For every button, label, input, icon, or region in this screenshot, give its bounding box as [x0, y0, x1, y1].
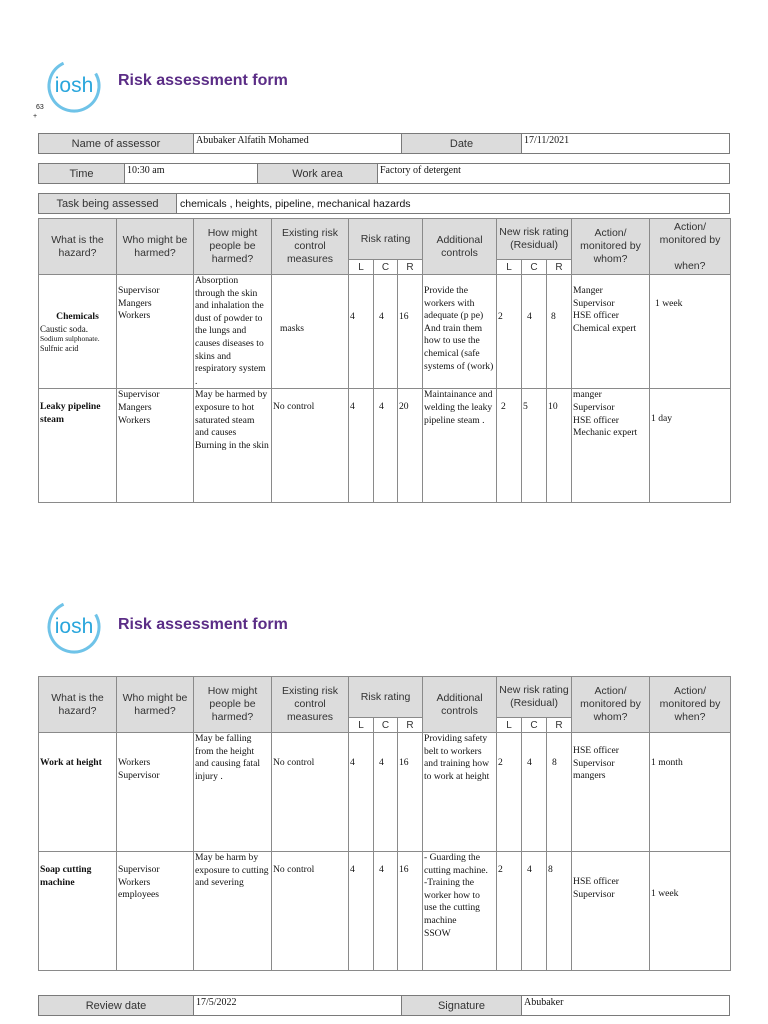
col-new-L: L: [497, 260, 522, 275]
existing-cell: No control: [272, 852, 349, 971]
review-row: [38, 995, 730, 1016]
svg-text:iosh: iosh: [54, 615, 94, 638]
page-mark-plus: +: [33, 113, 38, 120]
date-label: Date: [402, 134, 522, 153]
task-row: [38, 193, 730, 214]
col-additional: Additional controls: [423, 219, 497, 275]
col-L: L: [349, 260, 374, 275]
review-label: Review date: [39, 996, 194, 1015]
col-new-risk: New risk rating (Residual): [497, 677, 572, 718]
new-L-cell: 2: [497, 389, 522, 503]
col-new-R: R: [547, 718, 572, 733]
C-cell: 4: [374, 275, 398, 389]
col-action-when: [650, 219, 731, 275]
col-R: R: [398, 718, 423, 733]
work-area-value: Factory of detergent: [380, 165, 461, 176]
col-C: C: [374, 718, 398, 733]
table-row: [39, 733, 731, 852]
col-risk-rating: Risk rating: [349, 219, 423, 260]
R-cell: 16: [398, 275, 423, 389]
page-title: Risk assessment form: [118, 72, 288, 89]
col-who: Who might be harmed?: [117, 219, 194, 275]
new-C-cell: 4: [522, 852, 547, 971]
col-how: How might people be harmed?: [194, 219, 272, 275]
col-new-L: L: [497, 718, 522, 733]
time-row: [38, 163, 730, 184]
hazard-name: Chemicals: [56, 311, 99, 322]
work-area-label: Work area: [258, 164, 378, 183]
assessor-row: [38, 133, 730, 154]
new-C-cell: 4: [522, 733, 547, 852]
R-cell: 20: [398, 389, 423, 503]
task-value: chemicals , heights, pipeline, mechanical hazards: [180, 197, 411, 210]
hazard-detail: Caustic soda.: [40, 323, 88, 334]
col-hazard: What is the hazard?: [39, 219, 117, 275]
new-R-cell: 10: [547, 389, 572, 503]
hazard-cell: Leaky pipeline steam: [39, 389, 117, 503]
hazard-detail: Sulfnic acid: [40, 343, 79, 353]
when-cell: 1 week: [650, 275, 731, 389]
date-value: 17/11/2021: [524, 135, 570, 146]
col-action-whom: Action/ monitored by whom?: [572, 219, 650, 275]
col-new-risk: New risk rating (Residual): [497, 219, 572, 260]
whom-cell: manger Supervisor HSE officer Mechanic expert: [572, 389, 650, 503]
L-cell: 4: [349, 733, 374, 852]
new-R-cell: 8: [547, 275, 572, 389]
who-cell: Workers Supervisor: [117, 733, 194, 852]
col-new-C: C: [522, 260, 547, 275]
col-L: L: [349, 718, 374, 733]
col-hazard: What is the hazard?: [39, 677, 117, 733]
new-L-cell: 2: [497, 275, 522, 389]
how-cell: May be falling from the height and causing fatal injury .: [194, 733, 272, 852]
page-title: Risk assessment form: [118, 616, 288, 633]
whom-cell: Manger Supervisor HSE officer Chemical expert: [572, 275, 650, 389]
additional-cell: - Guarding the cutting machine. -Training the worker how to use the cutting machine SSOW: [423, 852, 497, 971]
who-cell: Supervisor Mangers Workers: [117, 389, 194, 503]
how-cell: Absorption through the skin and inhalation the dust of powder to the lungs and causes diseases to skins and respiratory system .: [194, 275, 272, 389]
task-label: Task being assessed: [39, 194, 177, 213]
who-cell: Supervisor Mangers Workers: [117, 275, 194, 389]
time-label: Time: [39, 164, 125, 183]
C-cell: 4: [374, 733, 398, 852]
hazard-cell: Soap cutting machine: [39, 852, 117, 971]
risk-table-page2: [38, 676, 731, 971]
when-cell: 1 month: [650, 733, 731, 852]
additional-cell: Provide the workers with adequate (p pe) And train them how to use the chemical (safe systems of (work): [423, 275, 497, 389]
additional-cell: Maintainance and welding the leaky pipeline steam .: [423, 389, 497, 503]
col-how: How might people be harmed?: [194, 677, 272, 733]
review-value: 17/5/2022: [194, 996, 402, 1015]
L-cell: 4: [349, 852, 374, 971]
col-R: R: [398, 260, 423, 275]
hazard-cell: Work at height: [39, 733, 117, 852]
svg-text:iosh: iosh: [54, 74, 94, 97]
signature-label: Signature: [402, 996, 522, 1015]
assessor-label: Name of assessor: [39, 134, 194, 153]
new-R-cell: 8: [547, 852, 572, 971]
col-C: C: [374, 260, 398, 275]
new-L-cell: 2: [497, 852, 522, 971]
R-cell: 16: [398, 852, 423, 971]
existing-cell: masks: [272, 275, 349, 389]
when-cell: 1 day: [650, 389, 731, 503]
how-cell: May be harmed by exposure to hot saturated steam and causes Burning in the skin: [194, 389, 272, 503]
col-existing: Existing risk control measures: [272, 677, 349, 733]
hazard-detail: Sodium sulphonate.: [40, 333, 100, 343]
new-L-cell: 2: [497, 733, 522, 852]
time-value: 10:30 am: [125, 164, 258, 183]
col-action-whom: Action/ monitored by whom?: [572, 677, 650, 733]
when-cell: 1 week: [650, 852, 731, 971]
table-row: [39, 275, 731, 389]
table-row: [39, 389, 731, 503]
col-existing: Existing risk control measures: [272, 219, 349, 275]
signature-value: Abubaker: [524, 997, 564, 1008]
R-cell: 16: [398, 733, 423, 852]
col-who: Who might be harmed?: [117, 677, 194, 733]
page-mark-number: 63: [36, 104, 44, 111]
col-action-when-b: when?: [674, 259, 706, 272]
iosh-logo: [44, 56, 104, 116]
whom-cell: HSE officer Supervisor mangers: [572, 733, 650, 852]
L-cell: 4: [349, 389, 374, 503]
additional-cell: Providing safety belt to workers and training how to work at height: [423, 733, 497, 852]
who-cell: Supervisor Workers employees: [117, 852, 194, 971]
C-cell: 4: [374, 852, 398, 971]
whom-cell: HSE officer Supervisor: [572, 852, 650, 971]
new-C-cell: 4: [522, 275, 547, 389]
new-R-cell: 8: [547, 733, 572, 852]
existing-cell: No control: [272, 389, 349, 503]
col-new-C: C: [522, 718, 547, 733]
existing-cell: No control: [272, 733, 349, 852]
col-action-when-a: Action/ monitored by: [659, 220, 721, 246]
table-row: [39, 852, 731, 971]
col-action-when: Action/ monitored by when?: [650, 677, 731, 733]
C-cell: 4: [374, 389, 398, 503]
col-additional: Additional controls: [423, 677, 497, 733]
col-new-R: R: [547, 260, 572, 275]
assessor-value: Abubaker Alfatih Mohamed: [194, 134, 402, 153]
hazard-cell: [39, 275, 117, 389]
col-risk-rating: Risk rating: [349, 677, 423, 718]
new-C-cell: 5: [522, 389, 547, 503]
L-cell: 4: [349, 275, 374, 389]
risk-table-page1: [38, 218, 731, 503]
how-cell: May be harm by exposure to cutting and severing: [194, 852, 272, 971]
iosh-logo: [44, 597, 104, 657]
